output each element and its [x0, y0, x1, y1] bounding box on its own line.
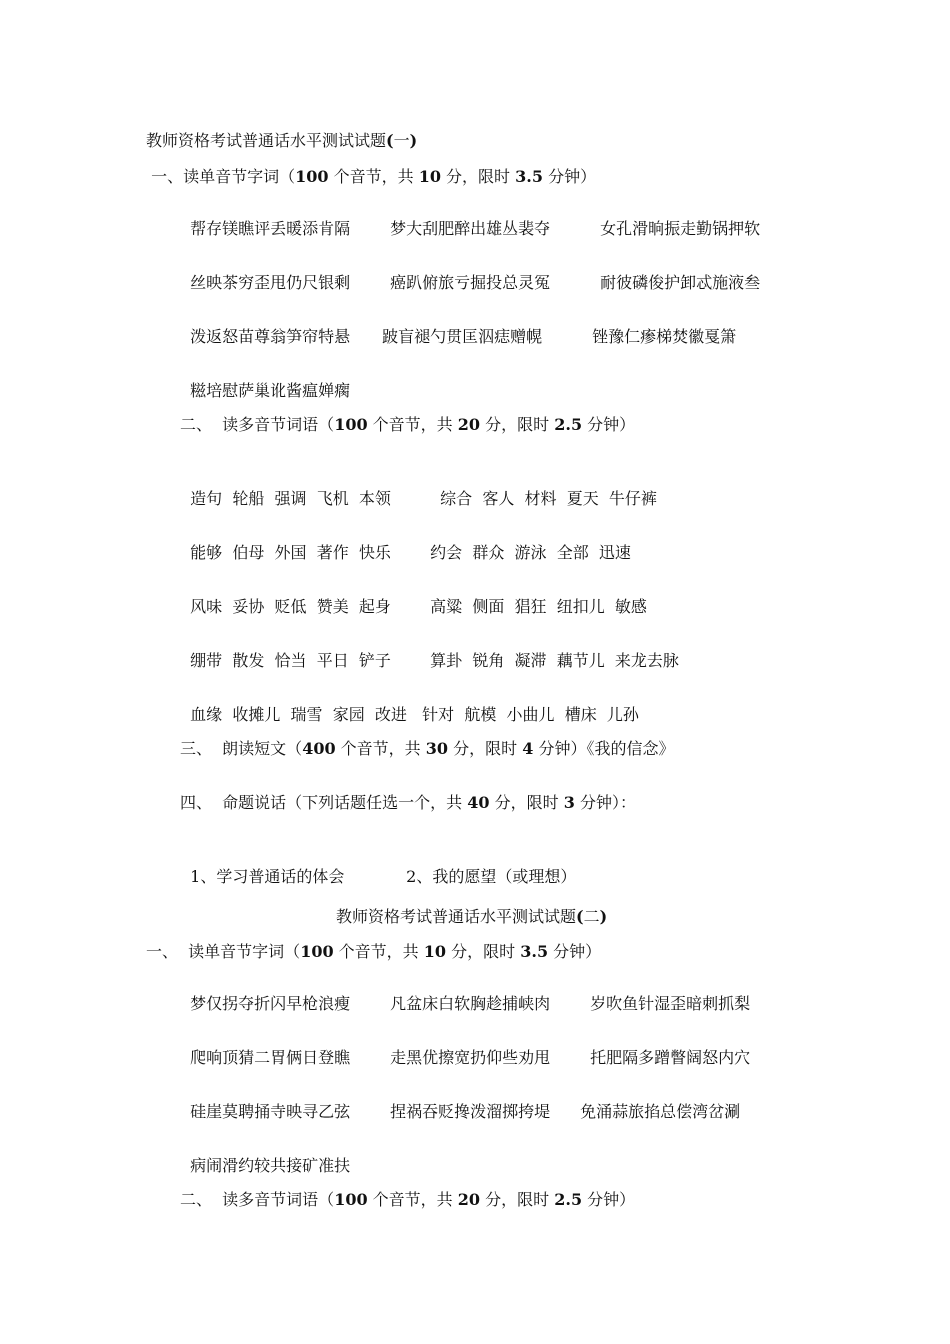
word-group: 造句 轮船 强调 飞机 本领 [190, 489, 391, 508]
test1-s2-row [180, 685, 639, 725]
char-group: 癌趴俯旅亏掘投总灵冤 [390, 273, 551, 292]
test1-s2-row [180, 523, 631, 563]
char-group: 泼返怒苗尊翁笋帘特悬 [190, 327, 351, 346]
char-group: 耐彼磷俊护卸忒施液叁 [600, 273, 761, 292]
word-group: 算卦 锐角 凝滞 藕节儿 来龙去脉 [430, 651, 679, 670]
char-group: 病闹滑约较共接矿准扶 [190, 1156, 351, 1175]
word-group: 能够 伯母 外国 著作 快乐 [190, 543, 391, 562]
test1-s2-row [180, 631, 679, 671]
topic-item: 1、学习普通话的体会 [190, 867, 345, 886]
test1-section3-heading: 三、 朗读短文（400 个音节，共 30 分，限时 4 分钟）《我的信念》 [180, 739, 675, 758]
test1-section2-heading: 二、 读多音节词语（100 个音节，共 20 分，限时 2.5 分钟） [180, 415, 636, 434]
char-group: 梦仅拐夺折闪早枪浪瘦 [190, 994, 351, 1013]
test2-s1-row [180, 1028, 750, 1068]
test1-topics [180, 847, 576, 887]
word-group: 针对 航模 小曲儿 槽床 儿孙 [422, 705, 639, 724]
char-group: 糍培慰萨巢讹酱瘟婵瘸 [190, 381, 351, 400]
char-group: 免涌蒜旅掐总偿湾岔涮 [580, 1102, 741, 1121]
char-group: 跛盲褪勺贯匡泅痣赠幌 [382, 327, 543, 346]
char-group: 帮存镁瞧评丢暖添肯隔 [190, 219, 351, 238]
char-group: 梦大刮肥醉出雄丛裴夺 [390, 219, 551, 238]
test1-s2-row [180, 577, 647, 617]
word-group: 综合 客人 材料 夏天 牛仔裤 [440, 489, 657, 508]
char-group: 爬响顶猜二胃俩日登瞧 [190, 1048, 351, 1067]
char-group: 岁吹鱼针湿歪暗刺抓梨 [590, 994, 751, 1013]
topic-item: 2、我的愿望（或理想） [406, 867, 577, 886]
char-group: 凡盆床白软胸趁捕峡肉 [390, 994, 551, 1013]
char-group: 走黑优擦宽扔仰些劝甩 [390, 1048, 551, 1067]
test2-s1-row [180, 1136, 350, 1176]
test1-title: 教师资格考试普通话水平测试试题(一) [146, 131, 418, 150]
word-group: 风味 妥协 贬低 赞美 起身 [190, 597, 391, 616]
word-group: 高粱 侧面 猖狂 纽扣儿 敏感 [430, 597, 647, 616]
test2-title: 教师资格考试普通话水平测试试题(二) [336, 907, 608, 926]
test1-s1-row [180, 307, 736, 347]
word-group: 约会 群众 游泳 全部 迅速 [430, 543, 631, 562]
char-group: 女孔滑晌振走勤锅押软 [600, 219, 761, 238]
char-group: 丝映茶穷歪甩仍尺银剩 [190, 273, 351, 292]
test1-s2-row [180, 469, 657, 509]
test1-s1-row [180, 361, 350, 401]
char-group: 硅崖莫聘捅寺映寻乙弦 [190, 1102, 351, 1121]
word-group: 绷带 散发 恰当 平日 铲子 [190, 651, 391, 670]
char-group: 托肥隔多蹭瞥阔怒内穴 [590, 1048, 751, 1067]
test1-s1-row [180, 199, 760, 239]
test2-s1-row [180, 1082, 740, 1122]
test2-section2-heading: 二、 读多音节词语（100 个音节，共 20 分，限时 2.5 分钟） [180, 1190, 636, 1209]
word-group: 血缘 收摊儿 瑞雪 家园 改进 [190, 705, 407, 724]
char-group: 捏祸吞贬搀泼溜掷挎堤 [390, 1102, 551, 1121]
test1-s1-row [180, 253, 760, 293]
test2-s1-row [180, 974, 750, 1014]
test1-section4-heading: 四、 命题说话（下列话题任选一个，共 40 分，限时 3 分钟）： [180, 793, 636, 812]
test2-section1-heading: 一、 读单音节字词（100 个音节，共 10 分，限时 3.5 分钟） [146, 942, 602, 961]
char-group: 锉豫仁瘆梯焚徽戛箫 [592, 327, 737, 346]
test1-section1-heading: 一、读单音节字词（100 个音节，共 10 分，限时 3.5 分钟） [146, 167, 597, 186]
